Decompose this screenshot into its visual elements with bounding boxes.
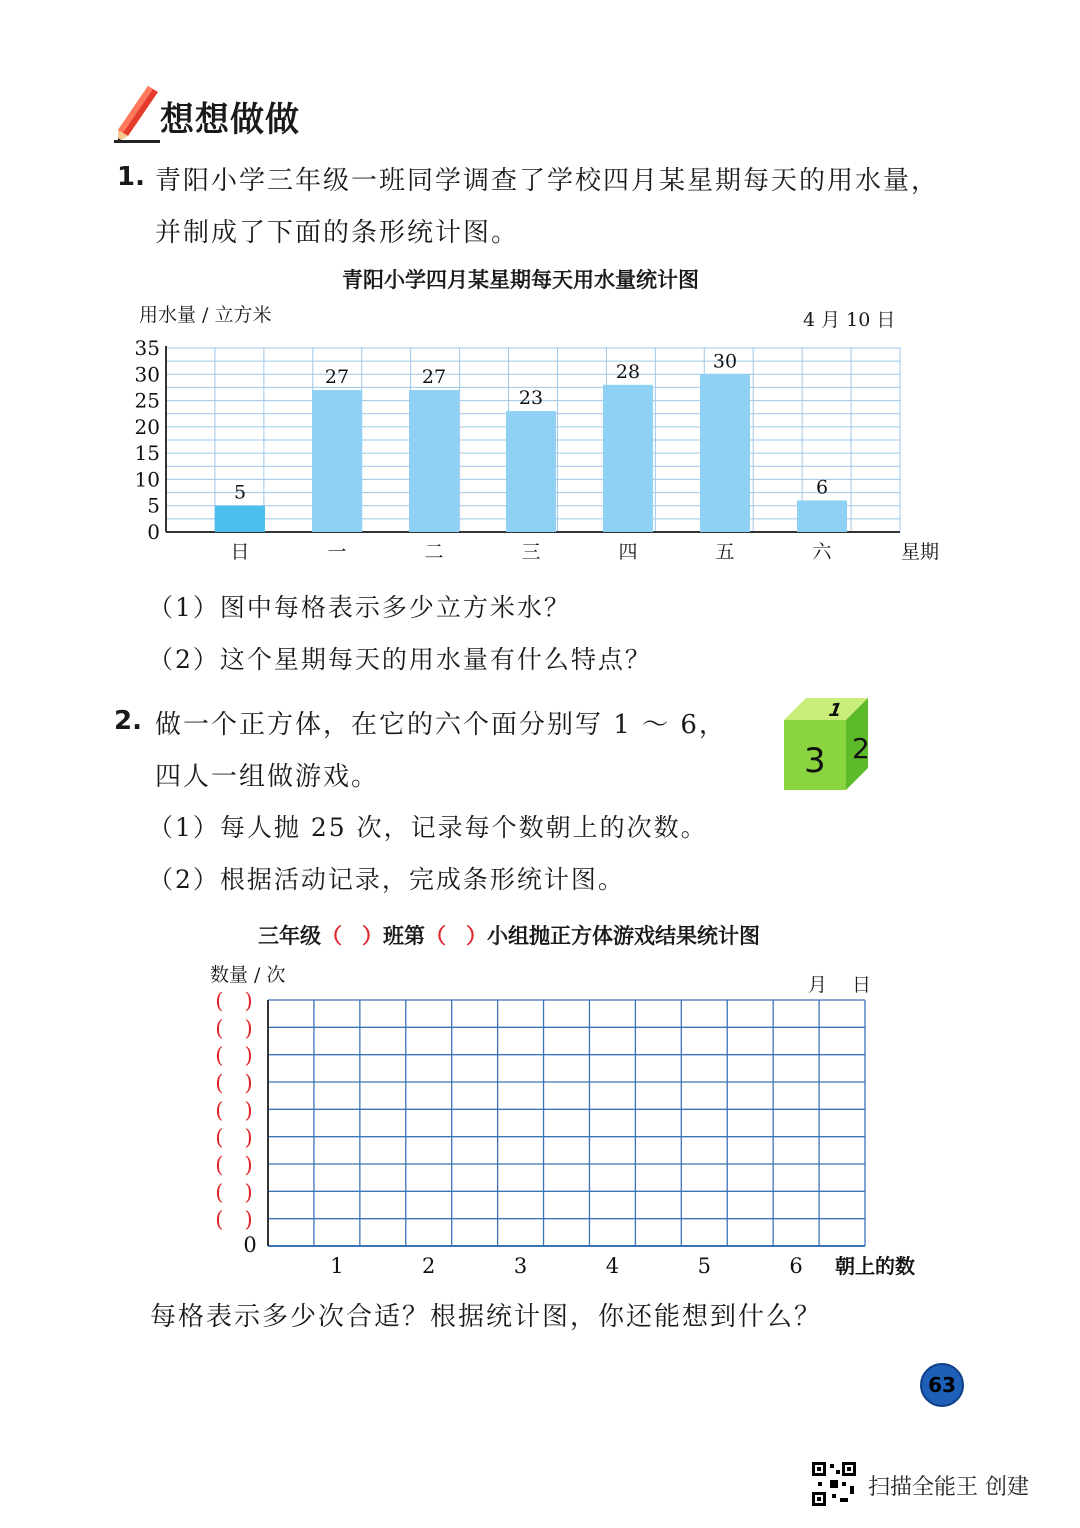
question-2-sub2: （2）根据活动记录，完成条形统计图。	[148, 865, 625, 894]
y-blank-label: ( )	[215, 1125, 253, 1150]
blank-chart-title	[258, 920, 760, 950]
y-blank-label: ( )	[215, 1098, 253, 1123]
bar-五	[700, 374, 750, 532]
x-category-label: 5	[697, 1254, 711, 1278]
x-category-label: 四	[618, 541, 638, 563]
bar-value-label: 23	[518, 387, 544, 410]
y-blank-label: ( )	[215, 1071, 253, 1095]
bar-三	[506, 411, 556, 532]
closing-question: 每格表示多少次合适？根据统计图，你还能想到什么？	[150, 1302, 823, 1332]
cube-face-front: 3	[804, 741, 826, 781]
footer-watermark: 扫描全能王 创建	[868, 1475, 1029, 1500]
question-2-line2: 四人一组做游戏。	[155, 762, 380, 792]
title-class: 班第	[383, 924, 425, 948]
x-category-label: 6	[789, 1254, 803, 1278]
question-2-number: 2.	[114, 706, 142, 736]
bar-四	[603, 385, 653, 532]
x-axis-label: 星期	[900, 541, 940, 563]
y-tick-label: 35	[134, 336, 160, 360]
bar-value-label: 28	[615, 360, 641, 383]
qr-code-icon	[810, 1460, 858, 1508]
y-tick-label: 20	[134, 414, 160, 439]
bar-value-label: 30	[712, 350, 738, 373]
pencil-icon	[112, 82, 162, 144]
x-category-label: 4	[605, 1254, 620, 1278]
blank-chart-date: 月 日	[808, 974, 872, 996]
y-blank-label: ( )	[215, 1016, 253, 1041]
y-tick-label: 25	[134, 388, 160, 413]
question-2-line1: 做一个正方体，在它的六个面分别写 1 ～ 6，	[155, 710, 727, 740]
blank-chart-ylabel: 数量 / 次	[210, 964, 286, 986]
bar-value-label: 27	[421, 366, 447, 389]
bar-value-label: 27	[324, 366, 350, 389]
question-2-sub1: （1）每人抛 25 次，记录每个数朝上的次数。	[148, 813, 708, 842]
y-blank-label: ( )	[215, 1043, 253, 1068]
zero-label: 0	[243, 1233, 257, 1257]
y-tick-label: 5	[147, 493, 160, 518]
x-category-label: 二	[424, 541, 444, 563]
blank-chart	[200, 990, 930, 1290]
y-tick-label: 10	[134, 467, 160, 492]
water-chart	[130, 335, 940, 570]
x-axis-label: 朝上的数	[835, 1254, 915, 1278]
y-blank-label: ( )	[215, 1153, 253, 1177]
x-category-label: 日	[230, 541, 250, 563]
water-chart-ylabel: 用水量 / 立方米	[139, 304, 272, 326]
question-1-sub2: （2）这个星期每天的用水量有什么特点？	[148, 645, 652, 674]
question-1-line1: 青阳小学三年级一班同学调查了学校四月某星期每天的用水量，	[155, 166, 940, 196]
y-tick-label: 0	[147, 520, 160, 544]
y-blank-label: ( )	[215, 1207, 253, 1232]
cube-face-top: 1	[824, 700, 845, 721]
x-category-label: 1	[330, 1254, 344, 1278]
number-cube-icon	[782, 696, 872, 792]
question-1-line2: 并制成了下面的条形统计图。	[155, 218, 520, 248]
bar-日	[215, 506, 265, 532]
bar-二	[409, 390, 459, 532]
bar-六	[797, 500, 847, 532]
x-category-label: 五	[715, 541, 735, 563]
x-category-label: 2	[422, 1254, 436, 1278]
title-open-paren-1: （	[321, 924, 342, 948]
title-close-paren-2: ）	[466, 924, 487, 948]
bar-value-label: 6	[815, 476, 829, 499]
bar-一	[312, 390, 362, 532]
x-category-label: 一	[327, 541, 347, 563]
section-title: 想想做做	[160, 100, 300, 140]
y-blank-label: ( )	[215, 989, 253, 1013]
water-chart-date: 4 月 10 日	[803, 309, 896, 331]
page-number: 63	[920, 1363, 964, 1407]
x-category-label: 3	[513, 1254, 528, 1278]
x-category-label: 六	[812, 541, 832, 563]
bar-value-label: 5	[233, 481, 247, 504]
question-1-number: 1.	[117, 162, 145, 192]
water-chart-title: 青阳小学四月某星期每天用水量统计图	[342, 268, 699, 292]
question-1-sub1: （1）图中每格表示多少立方米水？	[148, 593, 571, 622]
title-grade: 三年级	[258, 924, 321, 948]
x-category-label: 三	[521, 541, 541, 563]
title-open-paren-2: （	[425, 924, 446, 948]
title-close-paren-1: ）	[362, 924, 383, 948]
y-tick-label: 30	[134, 362, 160, 387]
title-rest: 小组抛正方体游戏结果统计图	[487, 924, 760, 948]
y-tick-label: 15	[134, 441, 160, 466]
cube-face-right: 2	[852, 732, 870, 765]
y-blank-label: ( )	[215, 1180, 253, 1205]
